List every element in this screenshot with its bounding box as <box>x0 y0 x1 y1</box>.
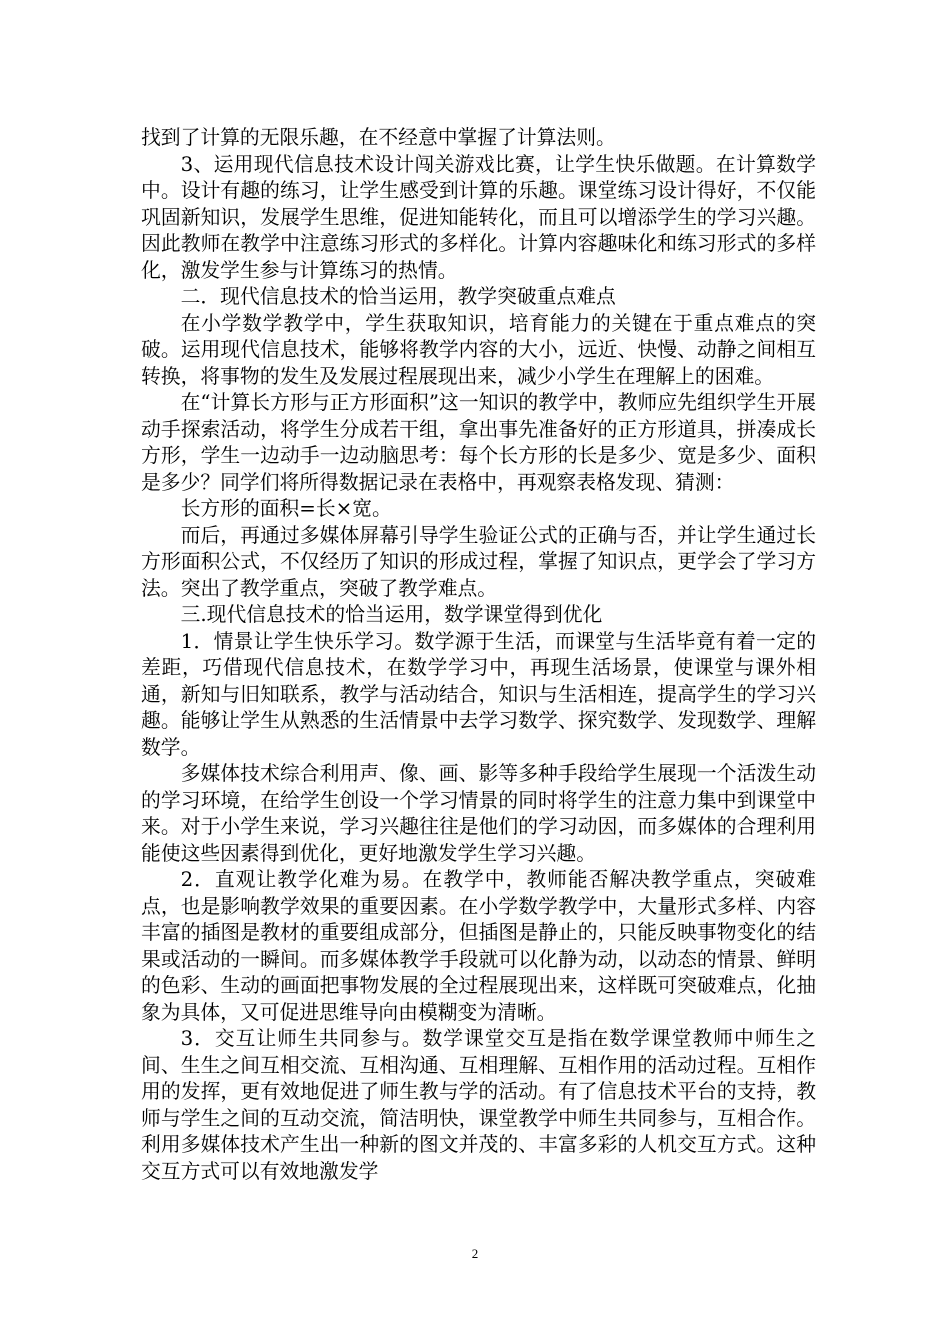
paragraph: 在小学数学教学中，学生获取知识，培育能力的关键在于重点难点的突破。运用现代信息技术，能够将教学内容的大小，远近、快慢、动静之间相互转换，将事物的发生及发展过程展现出来，减少小学生在理解上的困难。 <box>141 311 816 388</box>
formula-line: 长方形的面积=长×宽。 <box>180 497 392 520</box>
paragraph: 多媒体技术综合利用声、像、画、影等多种手段给学生展现一个活泼生动的学习环境，在给学生创设一个学习情景的同时将学生的注意力集中到课堂中来。对于小学生来说，学习兴趣往往是他们的学习动因，而多媒体的合理利用能使这些因素得到优化，更好地激发学生学习兴趣。 <box>141 762 816 865</box>
section-heading: 三.现代信息技术的恰当运用，数学课堂得到优化 <box>180 603 603 626</box>
paragraph: 3．交互让师生共同参与。数学课堂交互是指在数学课堂教师中师生之间、生生之间互相交流、互相沟通、互相理解、互相作用的活动过程。互相作用的发挥，更有效地促进了师生教与学的活动。有了信息技术平台的支持，教师与学生之间的互动交流，简洁明快，课堂教学中师生共同参与，互相合作。利用多媒体技术产生出一种新的图文并茂的、丰富多彩的人机交互方式。这种交互方式可以有效地激发学 <box>141 1027 816 1183</box>
page-number: 2 <box>471 1246 479 1261</box>
paragraph: 3、运用现代信息技术设计闯关游戏比赛，让学生快乐做题。在计算数学中。设计有趣的练习，让学生感受到计算的乐趣。课堂练习设计得好，不仅能巩固新知识，发展学生思维，促进知能转化，而且可以增添学生的学习兴趣。因此教师在教学中注意练习形式的多样化。计算内容趣味化和练习形式的多样化，激发学生参与计算练习的热情。 <box>141 152 816 282</box>
paragraph: 而后，再通过多媒体屏幕引导学生验证公式的正确与否，并让学生通过长方形面积公式，不仅经历了知识的形成过程，掌握了知识点，更学会了学习方法。突出了教学重点，突破了教学难点。 <box>141 523 816 600</box>
paragraph: 1．情景让学生快乐学习。数学源于生活，而课堂与生活毕竟有着一定的差距，巧借现代信息技术，在数学学习中，再现生活场景，使课堂与课外相通，新知与旧知联系，教学与活动结合，知识与生活相连，提高学生的学习兴趣。能够让学生从熟悉的生活情景中去学习数学、探究数学、发现数学、理解数学。 <box>141 629 816 759</box>
section-heading: 二．现代信息技术的恰当运用，教学突破重点难点 <box>180 285 616 308</box>
paragraph: 在“计算长方形与正方形面积”这一知识的教学中，教师应先组织学生开展动手探索活动，将学生分成若干组，拿出事先准备好的正方形道具，拼凑成长方形，学生一边动手一边动脑思考：每个长方形的长是多少、宽是多少、面积是多少？同学们将所得数据记录在表格中，再观察表格发现、猜测： <box>141 391 816 494</box>
paragraph: 2．直观让教学化难为易。在教学中，教师能否解决教学重点，突破难点，也是影响教学效果的重要因素。在小学数学教学中，大量形式多样、内容丰富的插图是教材的重要组成部分，但插图是静止的，只能反映事物变化的结果或活动的一瞬间。而多媒体教学手段就可以化静为动，以动态的情景、鲜明的色彩、生动的画面把事物发展的全过程展现出来，这样既可突破难点，化抽象为具体，又可促进思维导向由模糊变为清晰。 <box>141 868 816 1024</box>
paragraph: 找到了计算的无限乐趣，在不经意中掌握了计算法则。 <box>141 126 616 149</box>
body-text <box>141 125 816 1185</box>
